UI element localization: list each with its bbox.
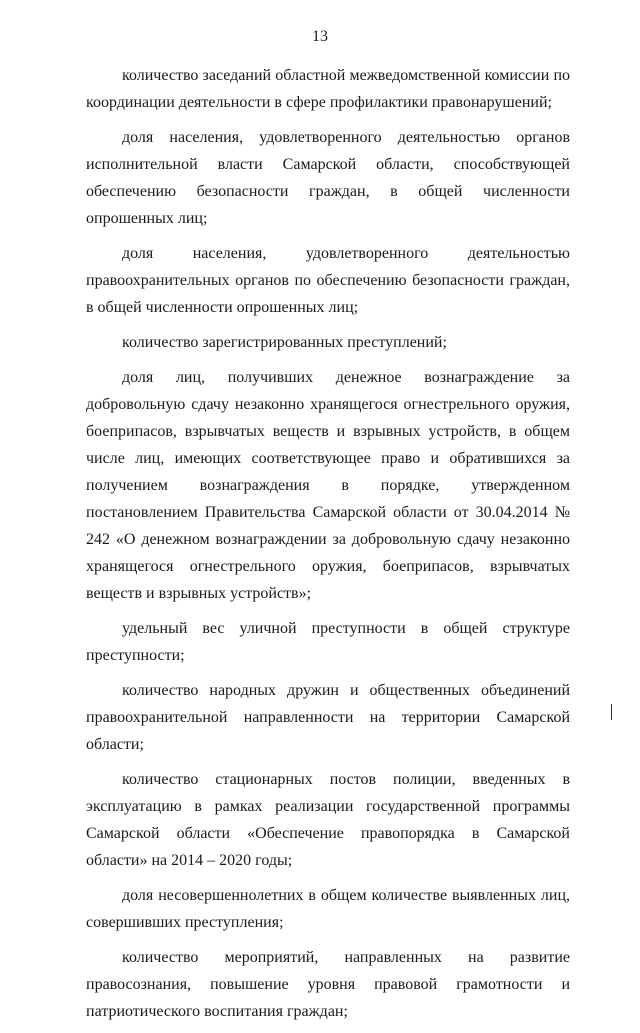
paragraph: количество зарегистрированных преступлений; [122,334,447,351]
paragraph: доля несовершеннолетних в общем количестве выявленных лиц, совершивших преступления; [86,887,570,931]
document-body [86,62,570,1033]
paragraph: доля населения, удовлетворенного деятельностью органов исполнительной власти Самарской области, способствующей обеспечению безопасности граждан, в общей численности опрошенных лиц; [86,129,570,227]
paragraph: доля лиц, получивших денежное вознаграждение за добровольную сдачу незаконно хранящегося огнестрельного оружия, боеприпасов, взрывчатых веществ и взрывных устройств, в общем числе лиц, имеющих соответствующее право и обратившихся за получением вознаграждения в порядке, утвержденном постановлением Правительства Самарской области от 30.04.2014 № 242 «О денежном вознаграждении за добровольную сдачу незаконно хранящегося огнестрельного оружия, боеприпасов, взрывчатых веществ и взрывных устройств»; [86,369,570,602]
scan-mark [611,704,612,720]
paragraph: доля населения, удовлетворенного деятельностью правоохранительных органов по обеспечению безопасности граждан, в общей численности опрошенных лиц; [86,245,570,316]
paragraph: количество стационарных постов полиции, введенных в эксплуатацию в рамках реализации государственной программы Самарской области «Обеспечение правопорядка в Самарской области» на 2014 – 2020 годы; [86,771,570,869]
paragraph: удельный вес уличной преступности в общей структуре преступности; [86,620,570,664]
paragraph: количество мероприятий, направленных на развитие правосознания, повышение уровня правовой грамотности и патриотического воспитания граждан; [86,949,570,1020]
page-number: 13 [312,28,328,45]
paragraph: количество заседаний областной межведомственной комиссии по координации деятельности в сфере профилактики правонарушений; [86,67,570,111]
paragraph: количество народных дружин и общественных объединений правоохранительной направленности на территории Самарской области; [86,682,570,753]
